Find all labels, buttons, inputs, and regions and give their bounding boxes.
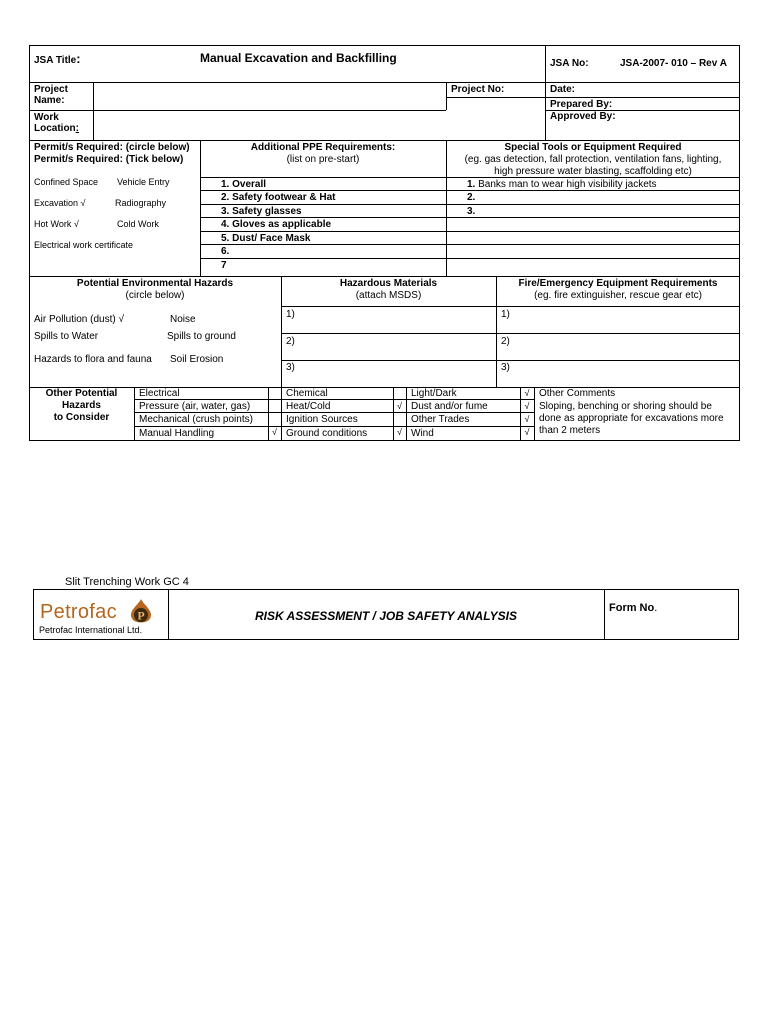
env-item[interactable]: Hazards to flora and fauna — [34, 354, 152, 365]
row-divider — [134, 426, 534, 427]
prepared-by-label: Prepared By: — [550, 99, 613, 110]
other-hazards-label-2: Hazards — [62, 400, 101, 411]
col-divider — [604, 589, 605, 640]
petrofac-logo-text: Petrofac — [40, 601, 117, 623]
col-divider — [93, 82, 94, 140]
permit-item[interactable]: Excavation √ — [34, 198, 86, 208]
tools-heading: Special Tools or Equipment Required — [504, 142, 682, 153]
fire-item[interactable]: 2) — [501, 336, 510, 347]
env-heading: Potential Environmental Hazards — [76, 278, 234, 289]
row-divider — [200, 177, 740, 178]
work-location-field[interactable] — [95, 112, 544, 138]
row-divider — [200, 217, 740, 218]
hazard-tick[interactable]: √ — [272, 427, 277, 437]
jsa-no-value: JSA-2007- 010 – Rev A — [620, 58, 727, 69]
hazard-item: Light/Dark — [411, 388, 457, 399]
permits-heading-circle: Permit/s Required: (circle below) — [34, 142, 190, 153]
env-item[interactable]: Noise — [170, 314, 196, 325]
hazard-item: Ground conditions — [286, 428, 368, 439]
col-divider — [545, 45, 546, 140]
hazard-tick[interactable]: √ — [524, 388, 530, 398]
permit-item[interactable]: Vehicle Entry — [117, 177, 170, 187]
tool-item: 3. — [467, 206, 476, 217]
env-item[interactable]: Soil Erosion — [170, 354, 224, 365]
row-divider — [29, 387, 740, 388]
hazard-item: Pressure (air, water, gas) — [139, 401, 251, 412]
hazard-item: Ignition Sources — [286, 414, 358, 425]
permit-item[interactable]: Radiography — [115, 198, 167, 208]
jsa-title-label: JSA Title: — [34, 51, 81, 66]
hazmat-heading: Hazardous Materials — [339, 278, 438, 289]
env-subheading: (circle below) — [125, 290, 185, 301]
row-divider — [200, 190, 740, 191]
permit-item[interactable]: Electrical work certificate — [34, 240, 134, 250]
hazard-item: Other Trades — [411, 414, 470, 425]
col-divider — [446, 82, 447, 110]
other-comments-label: Other Comments — [539, 388, 616, 399]
row-divider — [200, 244, 740, 245]
row-divider — [29, 140, 740, 141]
tools-subheading-1: (eg. gas detection, fall protection, ventilation fans, lighting, — [464, 154, 722, 165]
risk-assessment-title: RISK ASSESSMENT / JOB SAFETY ANALYSIS — [254, 609, 518, 623]
tool-item: 1. Banks man to wear high visibility jackets — [467, 179, 657, 190]
fire-item[interactable]: 1) — [501, 309, 510, 320]
row-divider — [200, 258, 740, 259]
hazmat-item[interactable]: 3) — [286, 362, 295, 373]
permit-item[interactable]: Cold Work — [117, 219, 159, 229]
permit-item[interactable]: Confined Space — [34, 177, 99, 187]
permits-heading-tick: Permit/s Required: (Tick below) — [34, 154, 184, 165]
row-divider — [134, 399, 534, 400]
ppe-heading: Additional PPE Requirements: — [250, 142, 396, 153]
col-divider — [134, 387, 135, 441]
hazmat-item[interactable]: 1) — [286, 309, 295, 320]
jsa-title-value: Manual Excavation and Backfilling — [200, 51, 397, 65]
other-hazards-label-3: to Consider — [53, 412, 110, 423]
other-comments-text: done as appropriate for excavations more — [539, 413, 724, 424]
work-location-label-1: Work — [34, 112, 59, 123]
row-divider — [200, 204, 740, 205]
approved-by-label: Approved By: — [550, 111, 616, 122]
row-divider — [281, 333, 740, 334]
project-no-field[interactable] — [448, 99, 544, 109]
hazard-item: Electrical — [139, 388, 180, 399]
permit-item[interactable]: Hot Work √ — [34, 219, 79, 229]
row-divider — [200, 231, 740, 232]
row-divider — [281, 360, 740, 361]
ppe-item: 3. Safety glasses — [221, 206, 302, 217]
hazard-item: Chemical — [286, 388, 328, 399]
row-divider — [29, 276, 740, 277]
hazard-tick[interactable]: √ — [524, 427, 530, 437]
row-divider — [29, 82, 740, 83]
hazard-tick[interactable]: √ — [524, 414, 530, 424]
tools-subheading-2: high pressure water blasting, scaffolding etc) — [494, 166, 692, 177]
fire-heading: Fire/Emergency Equipment Requirements — [518, 278, 718, 289]
fire-subheading: (eg. fire extinguisher, rescue gear etc) — [534, 290, 702, 301]
other-comments-text: than 2 meters — [539, 425, 601, 436]
date-label: Date: — [550, 84, 576, 95]
tool-item: 2. — [467, 192, 476, 203]
footer-caption: Slit Trenching Work GC 4 — [65, 576, 189, 588]
env-item[interactable]: Air Pollution (dust) √ — [34, 314, 124, 325]
hazard-tick[interactable]: √ — [524, 401, 530, 411]
jsa-no-label: JSA No: — [550, 58, 589, 69]
col-divider — [281, 387, 282, 441]
fire-item[interactable]: 3) — [501, 362, 510, 373]
form-no-label: Form No. — [609, 602, 658, 614]
hazard-item: Mechanical (crush points) — [139, 414, 253, 425]
row-divider — [134, 412, 534, 413]
svg-text:P: P — [137, 608, 145, 623]
petrofac-logo-subtitle: Petrofac International Ltd. — [39, 625, 143, 635]
hazmat-subheading: (attach MSDS) — [355, 290, 422, 301]
col-divider — [534, 387, 535, 441]
row-divider — [29, 110, 446, 111]
other-comments-text: Sloping, benching or shoring should be — [539, 401, 712, 412]
project-name-label-2: Name: — [34, 95, 65, 106]
env-item[interactable]: Spills to Water — [34, 331, 99, 342]
ppe-subheading: (list on pre-start) — [286, 154, 360, 165]
project-name-field[interactable] — [95, 84, 444, 108]
ppe-item: 5. Dust/ Face Mask — [221, 233, 311, 244]
hazard-item: Manual Handling — [139, 428, 215, 439]
project-name-label-1: Project — [34, 84, 68, 95]
petrofac-drop-logo-icon — [129, 598, 153, 623]
other-hazards-label-1: Other Potential — [45, 388, 118, 399]
ppe-item: 1. Overall — [221, 179, 267, 190]
project-no-label: Project No: — [451, 84, 505, 95]
hazard-tick[interactable]: √ — [397, 427, 402, 437]
hazard-item: Heat/Cold — [286, 401, 331, 412]
hazard-tick[interactable]: √ — [397, 401, 402, 411]
hazard-item: Wind — [411, 428, 434, 439]
ppe-item: 6. — [221, 246, 230, 257]
row-divider — [446, 97, 740, 98]
hazard-item: Dust and/or fume — [411, 401, 488, 412]
ppe-item: 4. Gloves as applicable — [221, 219, 332, 230]
hazmat-item[interactable]: 2) — [286, 336, 295, 347]
row-divider — [281, 306, 740, 307]
env-item[interactable]: Spills to ground — [167, 331, 236, 342]
col-divider — [406, 387, 407, 441]
ppe-item: 2. Safety footwear & Hat — [221, 192, 336, 203]
ppe-item: 7 — [221, 260, 227, 271]
work-location-label-2: Location: — [34, 123, 80, 134]
